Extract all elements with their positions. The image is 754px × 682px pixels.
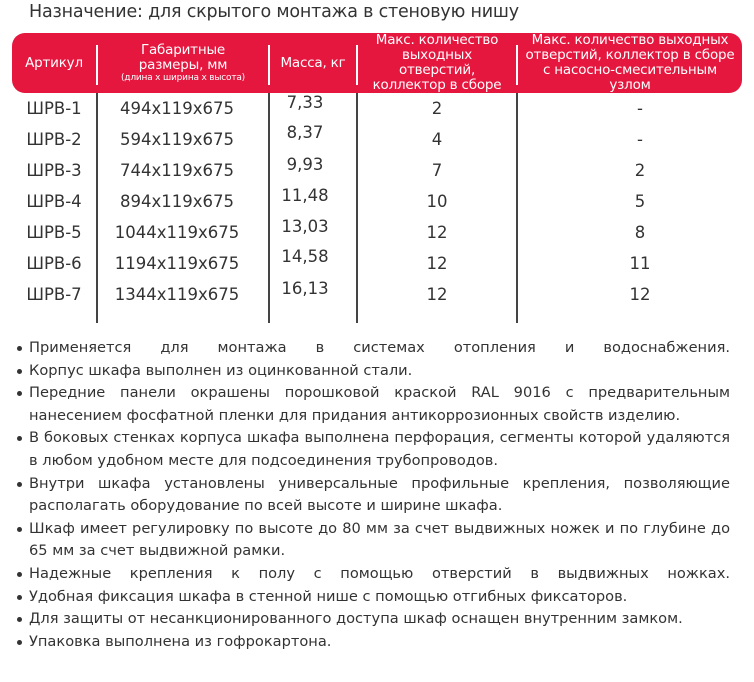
cell-dims: 1044x119x675 xyxy=(114,223,240,242)
cell-outlets: 12 xyxy=(426,223,448,242)
cell-mass: 7,33 xyxy=(286,93,324,112)
table-row xyxy=(12,279,742,316)
cell-outlets: 2 xyxy=(431,99,443,118)
header-outlets xyxy=(358,33,516,93)
list-item: Шкаф имеет регулировку по высоте до 80 мм за счет выдвижных ножек и по глубине до 65 мм за счет выдвижной рамки. xyxy=(16,518,730,563)
purpose-text: для скрытого монтажа в стеновую нишу xyxy=(142,2,519,22)
cell-outlets: 7 xyxy=(431,161,443,180)
cell-dims: 594x119x675 xyxy=(119,130,234,149)
table-body xyxy=(12,93,742,328)
cell-outlets-pump: 11 xyxy=(629,254,651,273)
list-item: Внутри шкафа установлены универсальные профильные крепления, позволяющие располагать оборудование по всей высоте и ширине шкафа. xyxy=(16,473,730,518)
cell-article: ШРВ-1 xyxy=(26,99,82,118)
cell-outlets-pump: 8 xyxy=(634,223,646,242)
cell-mass: 16,13 xyxy=(281,279,329,298)
cell-mass: 13,03 xyxy=(281,217,329,236)
cell-mass: 14,58 xyxy=(281,247,329,266)
header-outlets-label: Макс. количество выходных отверстий, коллектор в сборе xyxy=(372,32,502,93)
cell-outlets-pump: - xyxy=(637,99,643,118)
cell-article: ШРВ-4 xyxy=(26,192,82,211)
list-item: Упаковка выполнена из гофрокартона. xyxy=(16,631,730,654)
table-row xyxy=(12,93,742,130)
header-outlets-pump-label: Макс. количество выходных отверстий, коллектор в сборе с насосно-смесительным узлом xyxy=(525,32,735,93)
cell-article: ШРВ-5 xyxy=(26,223,82,242)
list-item: Удобная фиксация шкафа в стенной нише с помощью отгибных фиксаторов. xyxy=(16,586,730,609)
cell-dims: 494x119x675 xyxy=(119,99,234,118)
header-article xyxy=(12,33,96,93)
purpose-label: Назначение: xyxy=(29,2,143,22)
cell-mass: 8,37 xyxy=(286,123,324,142)
features-list xyxy=(16,337,730,653)
table-row xyxy=(12,155,742,192)
cell-outlets-pump: - xyxy=(637,130,643,149)
header-mass-label: Масса, кг xyxy=(280,54,346,71)
specs-table xyxy=(12,33,742,328)
table-row xyxy=(12,123,742,161)
cell-article: ШРВ-6 xyxy=(26,254,82,273)
cell-dims: 1194x119x675 xyxy=(114,254,240,273)
header-outlets-pump xyxy=(518,33,742,93)
purpose-line xyxy=(29,2,519,22)
header-dims-label: Габаритные размеры, мм xyxy=(138,41,228,73)
header-mass xyxy=(270,33,356,93)
cell-dims: 894x119x675 xyxy=(119,192,234,211)
header-dims-sub: (длина х ширина х высота) xyxy=(120,72,245,83)
list-item: В боковых стенках корпуса шкафа выполнена перфорация, сегменты которой удаляются в любом удобном месте для подсоединения трубопроводов. xyxy=(16,427,730,472)
header-article-label: Артикул xyxy=(25,54,83,71)
list-item: Корпус шкафа выполнен из оцинкованной стали. xyxy=(16,360,730,383)
cell-outlets-pump: 12 xyxy=(629,285,651,304)
cell-outlets: 12 xyxy=(426,285,448,304)
cell-mass: 11,48 xyxy=(281,186,329,205)
cell-mass: 9,93 xyxy=(286,155,324,174)
cell-outlets: 10 xyxy=(426,192,448,211)
list-item: Передние панели окрашены порошковой краской RAL 9016 с предварительным нанесением фосфатной пленки для придания антикоррозионных свойств изделию. xyxy=(16,382,730,427)
header-dims xyxy=(98,33,268,93)
cell-outlets-pump: 5 xyxy=(634,192,646,211)
list-item: Надежные крепления к полу с помощью отверстий в выдвижных ножках. xyxy=(16,563,730,586)
cell-outlets-pump: 2 xyxy=(634,161,646,180)
list-item: Для защиты от несанкционированного доступа шкаф оснащен внутренним замком. xyxy=(16,608,730,631)
list-item: Применяется для монтажа в системах отопления и водоснабжения. xyxy=(16,337,730,360)
table-row xyxy=(12,186,742,223)
table-row xyxy=(12,217,742,254)
table-header xyxy=(12,33,742,93)
cell-dims: 1344x119x675 xyxy=(114,285,240,304)
cell-article: ШРВ-3 xyxy=(26,161,82,180)
table-row xyxy=(12,247,742,285)
cell-outlets: 12 xyxy=(426,254,448,273)
cell-outlets: 4 xyxy=(431,130,443,149)
cell-article: ШРВ-2 xyxy=(26,130,82,149)
cell-dims: 744x119x675 xyxy=(119,161,234,180)
cell-article: ШРВ-7 xyxy=(26,285,82,304)
